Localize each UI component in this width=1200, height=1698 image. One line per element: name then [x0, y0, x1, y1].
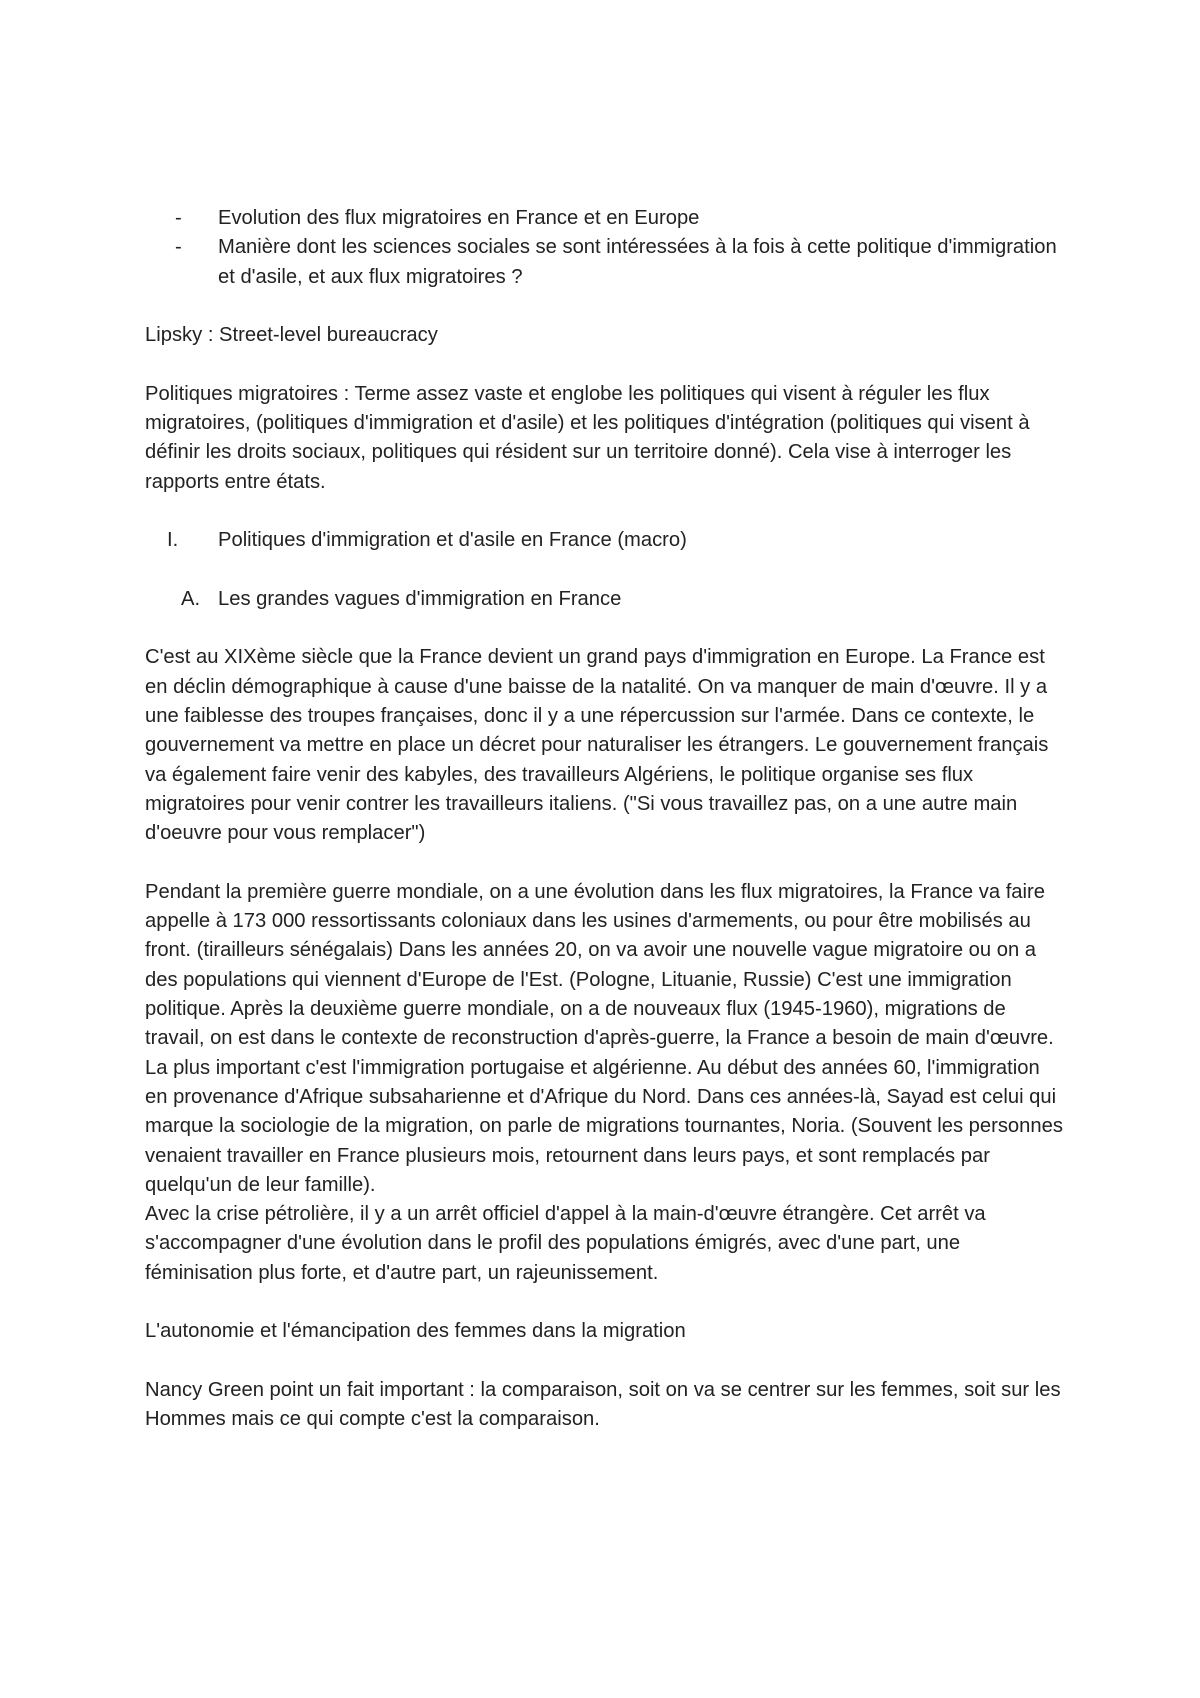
- paragraph: C'est au XIXème siècle que la France devient un grand pays d'immigration en Europe. La France est en déclin démographique à cause d'une baisse de la natalité. On va manquer de main d'œuvre. Il y a une faiblesse des troupes françaises, donc il y a une répercussion sur l'armée. Dans ce contexte, le gouvernement va mettre en place un décret pour naturaliser les étrangers. Le gouvernement français va également faire venir des kabyles, des travailleurs Algériens, le politique organise ses flux migratoires pour venir contrer les travailleurs italiens. ("Si vous travaillez pas, on a une autre main d'oeuvre pour vous remplacer"): [145, 646, 1049, 845]
- section-heading: [145, 526, 1065, 555]
- subsection-letter: A.: [181, 587, 201, 610]
- paragraph: Pendant la première guerre mondiale, on a une évolution dans les flux migratoires, la France va faire appelle à 173 000 ressortissants coloniaux dans les usines d'armements, ou pour être mobilisés au front. (tirailleurs sénégalais) Dans les années 20, on va avoir une nouvelle vague migratoire ou on a des populations qui viennent d'Europe de l'Est. (Pologne, Lituanie, Russie) C'est une immigration politique. Après la deuxième guerre mondiale, on a de nouveaux flux (1945-1960), migrations de travail, on est dans le contexte de reconstruction d'après-guerre, la France a besoin de main d'œuvre. La plus important c'est l'immigration portugaise et algérienne. Au début des années 60, l'immigration en provenance d'Afrique subsaharienne et d'Afrique du Nord. Dans ces années-là, Sayad est celui qui marque la sociologie de la migration, on parle de migrations tournantes, Noria. (Souvent les personnes venaient travailler en France plusieurs mois, retournent dans leurs pays, et sont remplacés par quelqu'un de leur famille).: [145, 880, 1063, 1196]
- list-marker: -: [175, 207, 182, 229]
- subsection-heading: [145, 585, 1065, 614]
- section-title: Politiques d'immigration et d'asile en France (macro): [218, 529, 687, 552]
- document-body: [145, 204, 1065, 1434]
- list-item: [145, 233, 1065, 292]
- subheading: L'autonomie et l'émancipation des femmes dans la migration: [145, 1320, 686, 1343]
- list-item-text: Manière dont les sciences sociales se sont intéressées à la fois à cette politique d'immigration et d'asile, et aux flux migratoires ?: [218, 236, 1057, 288]
- list-item: [145, 204, 1065, 233]
- section-number: I.: [167, 529, 179, 552]
- paragraph: Avec la crise pétrolière, il y a un arrêt officiel d'appel à la main-d'œuvre étrangère. Cet arrêt va s'accompagner d'une évolution dans le profil des populations émigrés, avec d'une part, une féminisation plus forte, et d'autre part, un rajeunissement.: [145, 1203, 986, 1284]
- politiques-definition: Politiques migratoires : Terme assez vaste et englobe les politiques qui visent à réguler les flux migratoires, (politiques d'immigration et d'asile) et les politiques d'intégration (politiques qui visent à définir les droits sociaux, politiques qui résident sur un territoire donné). Cela vise à interroger les rapports entre états.: [145, 382, 1030, 493]
- subsection-title: Les grandes vagues d'immigration en France: [218, 587, 622, 610]
- list-item-text: Evolution des flux migratoires en France et en Europe: [218, 207, 700, 229]
- list-marker: -: [175, 236, 182, 259]
- lipsky-line: Lipsky : Street-level bureaucracy: [145, 324, 438, 347]
- paragraph: Nancy Green point un fait important : la comparaison, soit on va se centrer sur les femmes, soit sur les Hommes mais ce qui compte c'est la comparaison.: [145, 1378, 1061, 1431]
